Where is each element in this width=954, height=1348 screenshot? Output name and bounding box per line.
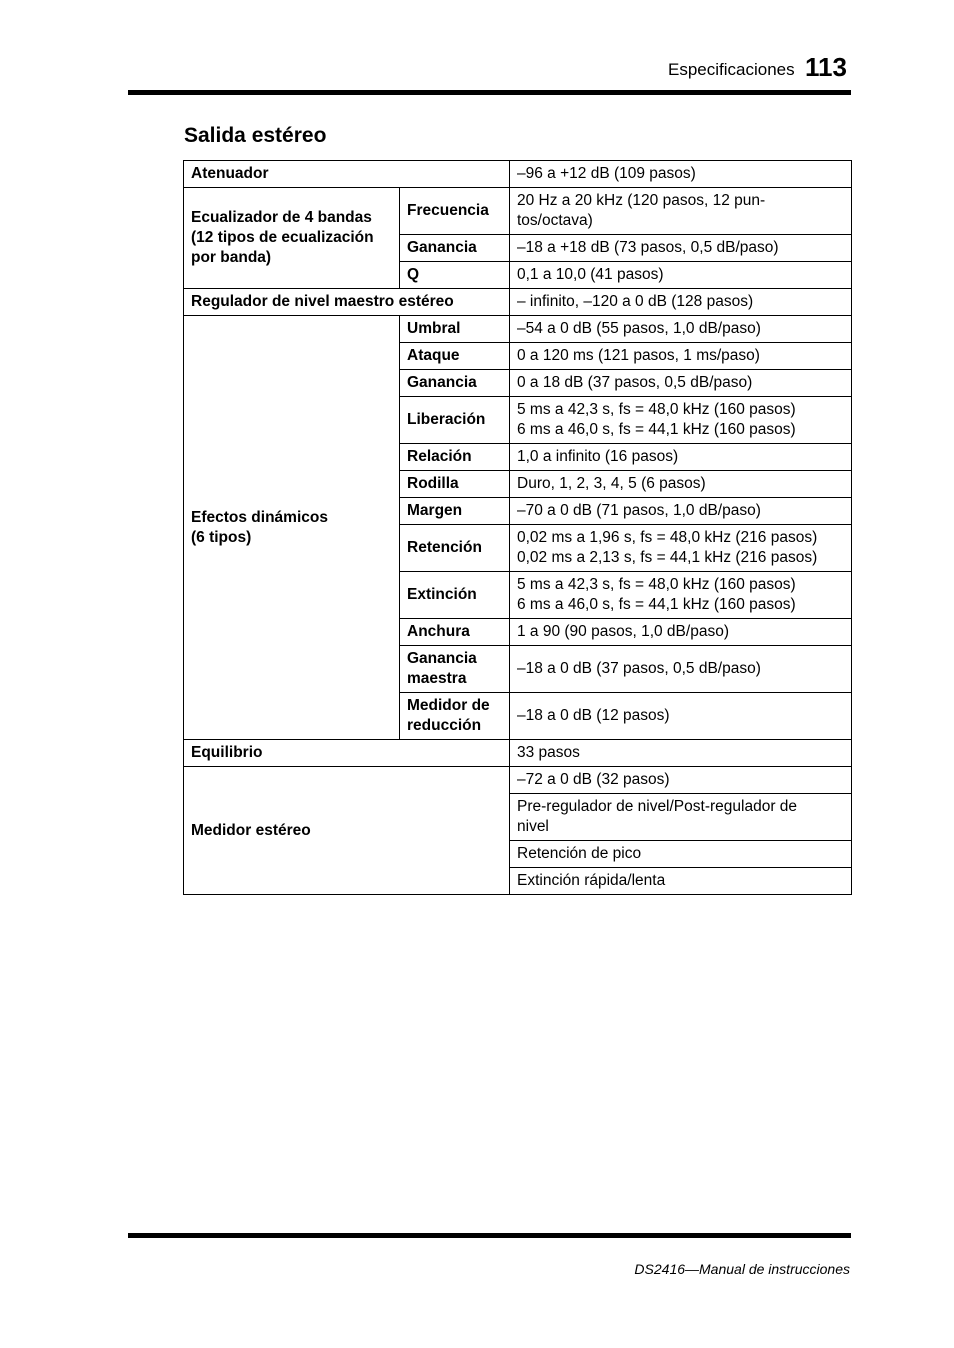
param-name: Retención [400, 525, 510, 572]
header-page-number: 113 [805, 52, 847, 82]
param-name: Ganancia [400, 235, 510, 262]
param-value: Duro, 1, 2, 3, 4, 5 (6 pasos) [510, 471, 852, 498]
param-name: Ganancia [400, 370, 510, 397]
row-value: – infinito, –120 a 0 dB (128 pasos) [510, 289, 852, 316]
param-name [400, 693, 510, 740]
value-line: 5 ms a 42,3 s, fs = 48,0 kHz (160 pasos) [517, 576, 796, 593]
dynamics-label-line: (6 tipos) [191, 528, 252, 546]
param-name: Frecuencia [400, 188, 510, 235]
param-name: Liberación [400, 397, 510, 444]
eq-label-line: Ecualizador de 4 bandas [191, 209, 372, 226]
header-section-name: Especificaciones [668, 60, 795, 79]
value-line: nivel [517, 818, 549, 835]
param-name: Rodilla [400, 471, 510, 498]
param-value: 0,1 a 10,0 (41 pasos) [510, 262, 852, 289]
param-name [400, 646, 510, 693]
section-title: Salida estéreo [184, 124, 327, 147]
table-row [184, 161, 852, 188]
value-line: 6 ms a 46,0 s, fs = 44,1 kHz (160 pasos) [517, 421, 796, 438]
dynamics-label [184, 316, 400, 740]
footer-text: DS2416—Manual de instrucciones [634, 1261, 850, 1277]
header-rule [128, 90, 851, 95]
row-value: 33 pasos [510, 740, 852, 767]
value-line: 5 ms a 42,3 s, fs = 48,0 kHz (160 pasos) [517, 401, 796, 418]
param-value: 0 a 120 ms (121 pasos, 1 ms/paso) [510, 343, 852, 370]
dynamics-label-line: Efectos dinámicos [191, 508, 328, 526]
param-value: 1,0 a infinito (16 pasos) [510, 444, 852, 471]
param-name: Relación [400, 444, 510, 471]
param-value [510, 188, 852, 235]
param-line: Medidor de [407, 697, 490, 714]
param-value: –18 a 0 dB (37 pasos, 0,5 dB/paso) [510, 646, 852, 693]
param-name: Anchura [400, 619, 510, 646]
param-value [510, 525, 852, 572]
param-line: maestra [407, 670, 467, 687]
param-name: Q [400, 262, 510, 289]
value-line: 0,02 ms a 2,13 s, fs = 44,1 kHz (216 pasos) [517, 549, 818, 566]
param-name: Extinción [400, 572, 510, 619]
row-value [510, 794, 852, 841]
param-value: –54 a 0 dB (55 pasos, 1,0 dB/paso) [510, 316, 852, 343]
value-line: 20 Hz a 20 kHz (120 pasos, 12 pun- [517, 192, 766, 209]
row-value: Retención de pico [510, 841, 852, 868]
row-label: Regulador de nivel maestro estéreo [184, 289, 510, 316]
row-value: Extinción rápida/lenta [510, 868, 852, 895]
value-line: tos/octava) [517, 212, 593, 229]
param-value: –18 a 0 dB (12 pasos) [510, 693, 852, 740]
row-value: –96 a +12 dB (109 pasos) [510, 161, 852, 188]
param-name: Umbral [400, 316, 510, 343]
footer-rule [128, 1233, 851, 1238]
eq-label-line: por banda) [191, 249, 272, 266]
spec-table [183, 160, 852, 895]
param-value: –18 a +18 dB (73 pasos, 0,5 dB/paso) [510, 235, 852, 262]
eq-label-line: (12 tipos de ecualización [191, 229, 374, 246]
param-value: 0 a 18 dB (37 pasos, 0,5 dB/paso) [510, 370, 852, 397]
table-row [184, 289, 852, 316]
param-name: Margen [400, 498, 510, 525]
param-value: 1 a 90 (90 pasos, 1,0 dB/paso) [510, 619, 852, 646]
value-line: 0,02 ms a 1,96 s, fs = 48,0 kHz (216 pasos) [517, 529, 818, 546]
table-row [184, 740, 852, 767]
row-label: Atenuador [184, 161, 510, 188]
param-value: –70 a 0 dB (71 pasos, 1,0 dB/paso) [510, 498, 852, 525]
row-label: Equilibrio [184, 740, 510, 767]
table-row [184, 188, 852, 235]
table-row [184, 316, 852, 343]
value-line: Pre-regulador de nivel/Post-regulador de [517, 798, 798, 815]
param-line: reducción [407, 717, 482, 734]
param-value [510, 572, 852, 619]
meter-label: Medidor estéreo [184, 767, 510, 895]
value-line: 6 ms a 46,0 s, fs = 44,1 kHz (160 pasos) [517, 596, 796, 613]
row-value: –72 a 0 dB (32 pasos) [510, 767, 852, 794]
table-row [184, 767, 852, 794]
param-name: Ataque [400, 343, 510, 370]
param-value [510, 397, 852, 444]
param-line: Ganancia [407, 650, 477, 667]
eq-label [184, 188, 400, 289]
